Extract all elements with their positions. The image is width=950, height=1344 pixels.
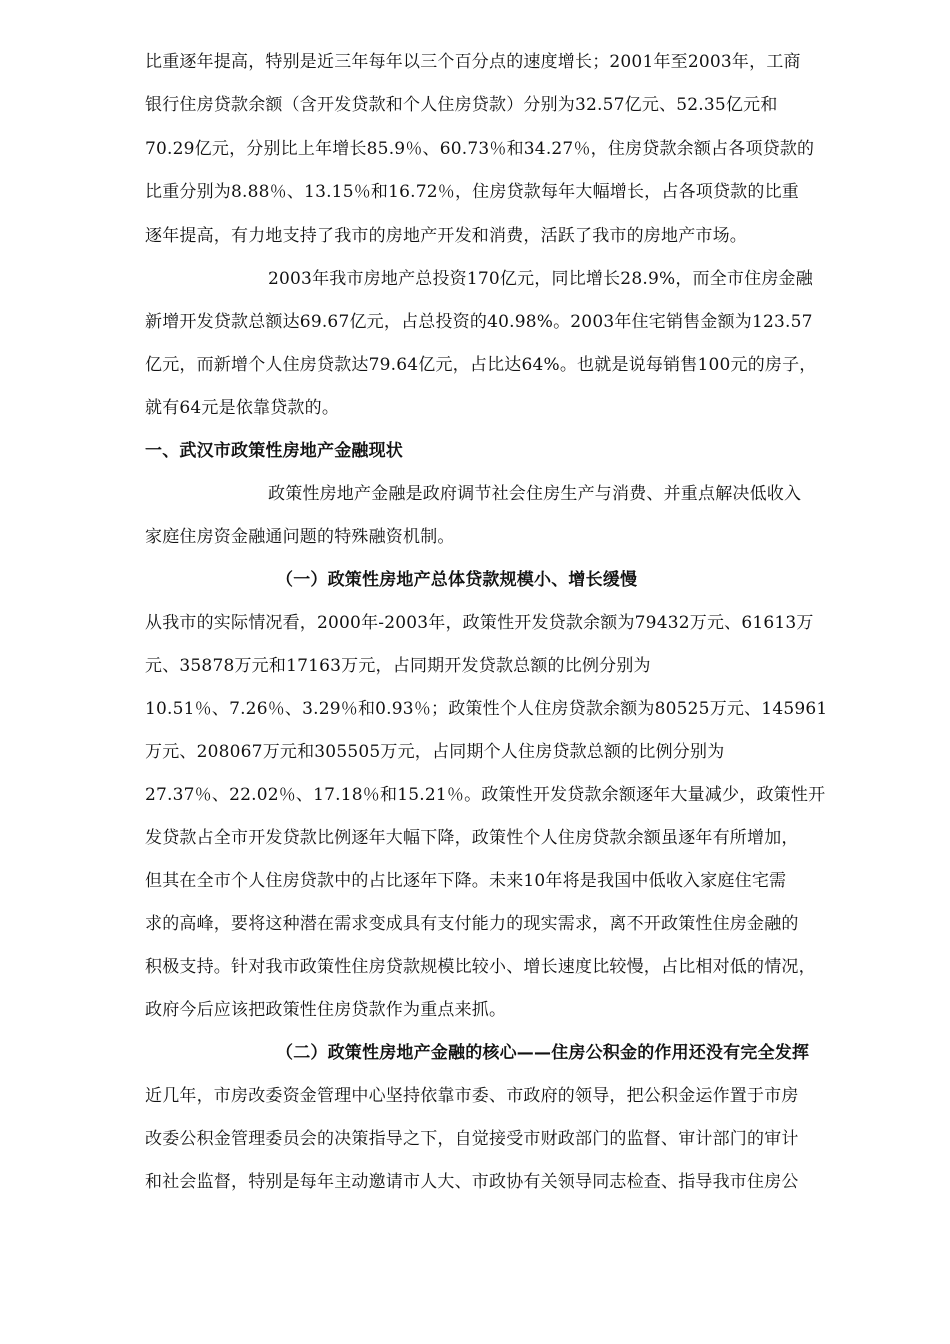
subsection-heading: （二）政策性房地产金融的核心——住房公积金的作用还没有完全发挥 (276, 1043, 810, 1063)
paragraph-line: 银行住房贷款余额（含开发贷款和个人住房贷款）分别为32.57亿元、52.35亿元和 (145, 95, 778, 115)
section-heading: 一、武汉市政策性房地产金融现状 (145, 441, 403, 461)
paragraph-line: 改委公积金管理委员会的决策指导之下，自觉接受市财政部门的监督、审计部门的审计 (145, 1129, 799, 1149)
paragraph-line: 政府今后应该把政策性住房贷款作为重点来抓。 (145, 1000, 507, 1020)
subsection-heading: （一）政策性房地产总体贷款规模小、增长缓慢 (276, 570, 638, 590)
paragraph-line: 比重逐年提高，特别是近三年每年以三个百分点的速度增长；2001年至2003年，工商 (145, 52, 801, 72)
paragraph-line: 70.29亿元，分别比上年增长85.9％、60.73％和34.27％，住房贷款余额占各项贷款的 (145, 139, 815, 159)
paragraph-line: 和社会监督，特别是每年主动邀请市人大、市政协有关领导同志检查、指导我市住房公 (145, 1172, 799, 1192)
paragraph-line: 亿元，而新增个人住房贷款达79.64亿元，占比达64%。也就是说每销售100元的房子， (145, 355, 817, 375)
paragraph-line: 但其在全市个人住房贷款中的占比逐年下降。未来10年将是我国中低收入家庭住宅需 (145, 871, 787, 891)
paragraph-line: 从我市的实际情况看，2000年-2003年，政策性开发贷款余额为79432万元、61613万 (145, 613, 814, 633)
paragraph-line: 比重分别为8.88％、13.15％和16.72％，住房贷款每年大幅增长，占各项贷款的比重 (145, 182, 799, 202)
paragraph-line: 10.51％、7.26％、3.29％和0.93％；政策性个人住房贷款余额为80525万元、145961 (145, 699, 828, 719)
paragraph-line: 新增开发贷款总额达69.67亿元，占总投资的40.98%。2003年住宅销售金额为123.57 (145, 312, 813, 332)
paragraph-line: 元、35878万元和17163万元，占同期开发贷款总额的比例分别为 (145, 656, 651, 676)
paragraph-line: 万元、208067万元和305505万元，占同期个人住房贷款总额的比例分别为 (145, 742, 725, 762)
paragraph-line: 发贷款占全市开发贷款比例逐年大幅下降，政策性个人住房贷款余额虽逐年有所增加， (145, 828, 799, 848)
paragraph-line: 家庭住房资金融通问题的特殊融资机制。 (145, 527, 455, 547)
paragraph-line: 积极支持。针对我市政策性住房贷款规模比较小、增长速度比较慢，占比相对低的情况， (145, 957, 816, 977)
paragraph-line: 政策性房地产金融是政府调节社会住房生产与消费、并重点解决低收入 (268, 484, 802, 504)
paragraph-line: 求的高峰，要将这种潜在需求变成具有支付能力的现实需求，离不开政策性住房金融的 (145, 914, 799, 934)
paragraph-line: 27.37％、22.02％、17.18％和15.21％。政策性开发贷款余额逐年大量减少，政策性开 (145, 785, 826, 805)
paragraph-line: 2003年我市房地产总投资170亿元，同比增长28.9%，而全市住房金融 (268, 269, 813, 289)
paragraph-line: 逐年提高，有力地支持了我市的房地产开发和消费，活跃了我市的房地产市场。 (145, 226, 747, 246)
paragraph-line: 就有64元是依靠贷款的。 (145, 398, 340, 418)
paragraph-line: 近几年，市房改委资金管理中心坚持依靠市委、市政府的领导，把公积金运作置于市房 (145, 1086, 799, 1106)
